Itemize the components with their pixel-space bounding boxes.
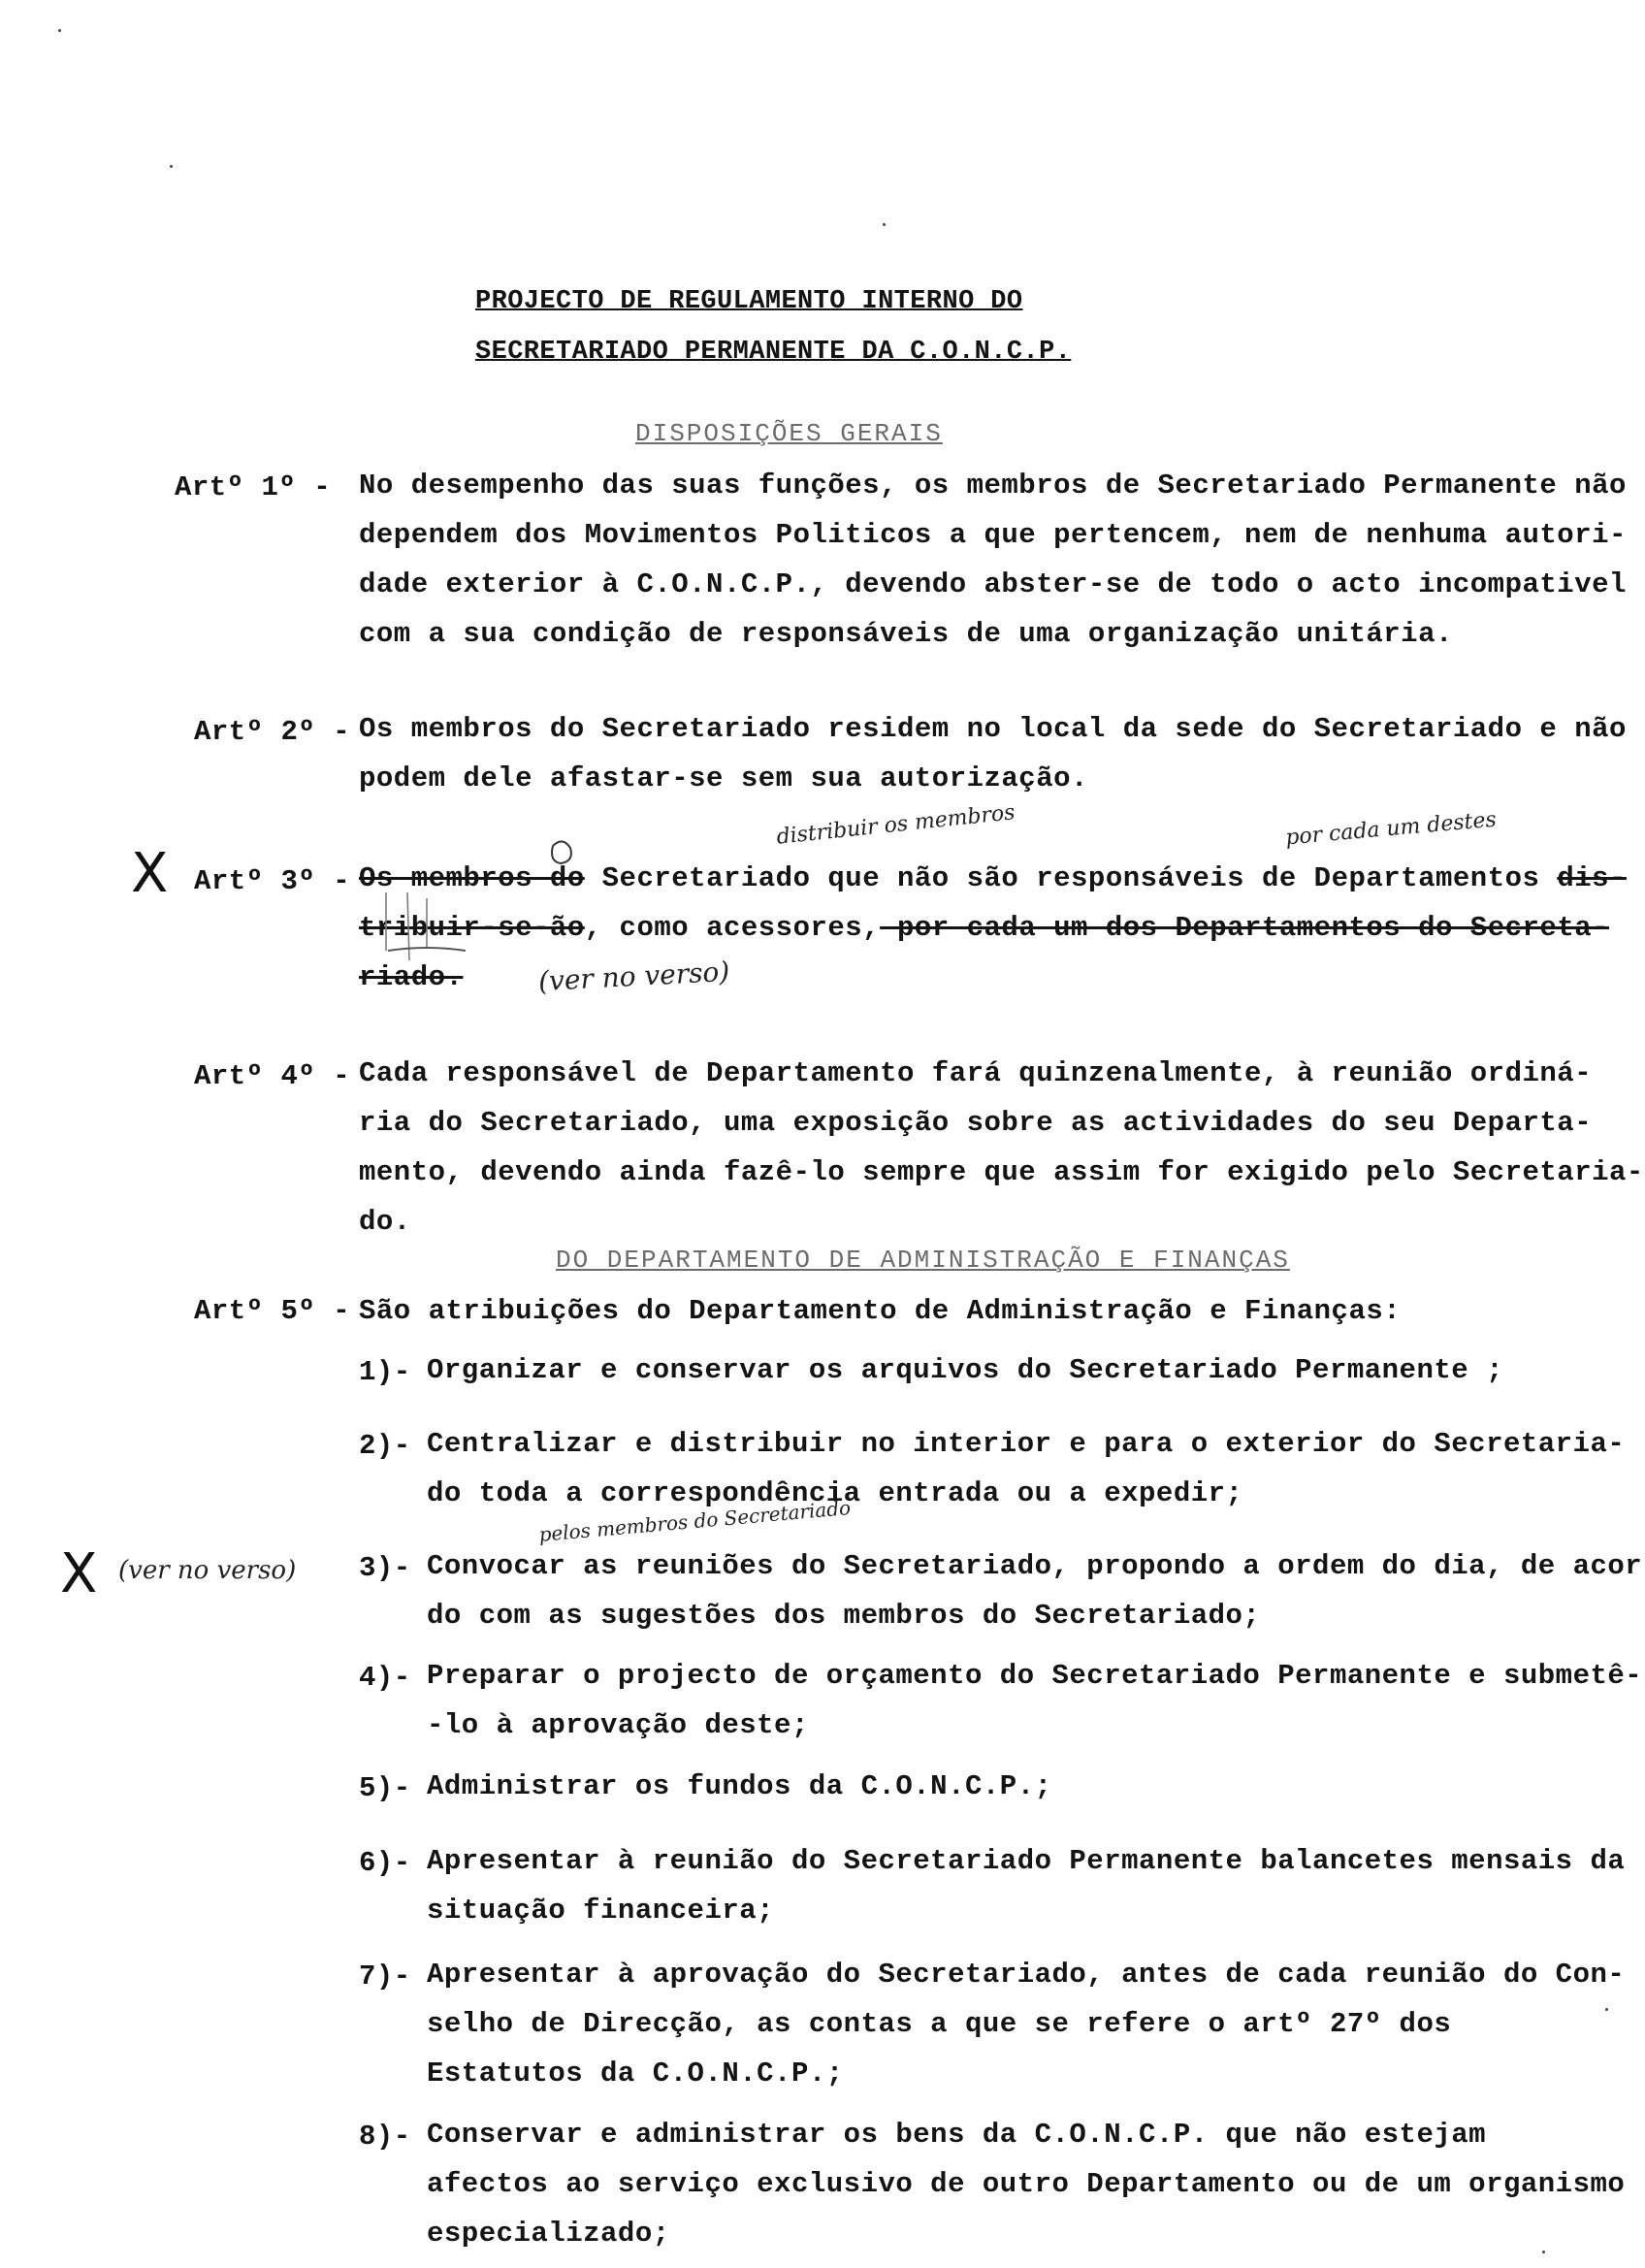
article-4-line: mento, devendo ainda fazê-lo sempre que assim for exigido pelo Secretaria- <box>359 1156 1644 1188</box>
article-2-label: Artº 2º - <box>194 716 351 748</box>
item-line: Preparar o projecto de orçamento do Secretariado Permanente e submetê- <box>427 1660 1643 1692</box>
struck-text: Os membros do <box>359 862 585 894</box>
article-1-line: dade exterior à C.O.N.C.P., devendo abster-se de todo o acto incompativel <box>359 568 1627 600</box>
scan-speck <box>58 29 61 32</box>
item-line: Administrar os fundos da C.O.N.C.P.; <box>427 1770 1052 1802</box>
article-3-label: Artº 3º - <box>194 865 351 897</box>
handwritten-insertion: pelos membros do Secretariado <box>537 1495 852 1547</box>
document-title-line-2: SECRETARIADO PERMANENTE DA C.O.N.C.P. <box>475 338 1072 367</box>
item-8-body <box>427 2110 1626 2258</box>
article-1-line: dependem dos Movimentos Politicos a que pertencem, nem de nenhuma autori- <box>359 519 1627 551</box>
article-1-body <box>359 461 1627 659</box>
item-7-body <box>427 1950 1626 2098</box>
item-line: Convocar as reuniões do Secretariado, propondo a ordem do dia, de acor <box>427 1550 1643 1582</box>
article-5-intro: São atribuições do Departamento de Administração e Finanças: <box>359 1295 1402 1327</box>
article-4-line: do. <box>359 1206 411 1238</box>
struck-text: tribuir-se-ão <box>359 912 585 944</box>
struck-text: por cada um dos Departamentos do Secreta- <box>880 912 1610 944</box>
struck-text: dis- <box>1557 862 1627 894</box>
item-2-body <box>427 1419 1626 1518</box>
item-3-body <box>427 1541 1643 1640</box>
item-line: selho de Direcção, as contas a que se refere o artº 27º dos <box>427 2008 1452 2040</box>
item-line: Centralizar e distribuir no interior e para o exterior do Secretaria- <box>427 1428 1626 1460</box>
item-2-number: 2)- <box>359 1430 411 1462</box>
handwritten-note: (ver no verso) <box>118 1556 297 1585</box>
article-5-label: Artº 5º - <box>194 1295 351 1327</box>
article-4-body <box>359 1049 1644 1247</box>
section-heading-finance: DO DEPARTAMENTO DE ADMINISTRAÇÃO E FINANÇAS <box>556 1246 1290 1275</box>
item-5-number: 5)- <box>359 1772 411 1804</box>
article-2-line: podem dele afastar-se sem sua autorização. <box>359 762 1088 794</box>
article-2-body <box>359 704 1627 803</box>
article-3-text: , como acessores, <box>584 912 881 944</box>
item-line: do com as sugestões dos membros do Secretariado; <box>427 1600 1261 1632</box>
article-2-line: Os membros do Secretariado residem no local da sede do Secretariado e não <box>359 713 1627 745</box>
item-7-number: 7)- <box>359 1960 411 1993</box>
handwritten-insertion: distribuir os membros <box>775 800 1016 850</box>
item-4-body <box>427 1651 1643 1750</box>
struck-text: riado. <box>359 961 464 993</box>
item-line: Estatutos da C.O.N.C.P.; <box>427 2057 844 2090</box>
handwritten-note: (ver no verso) <box>537 955 731 998</box>
item-line: Conservar e administrar os bens da C.O.N.C.P. que não estejam <box>427 2119 1487 2151</box>
scan-speck <box>1542 2251 1545 2253</box>
item-line: Organizar e conservar os arquivos do Secretariado Permanente ; <box>427 1354 1503 1386</box>
document-title-line-1: PROJECTO DE REGULAMENTO INTERNO DO <box>475 287 1023 316</box>
item-8-number: 8)- <box>359 2121 411 2153</box>
article-1-line: com a sua condição de responsáveis de uma organização unitária. <box>359 618 1453 650</box>
item-line: Apresentar à aprovação do Secretariado, antes de cada reunião do Con- <box>427 1959 1626 1991</box>
item-5-body <box>427 1762 1562 1811</box>
handwritten-scribble <box>369 834 601 999</box>
scan-speck <box>1605 2008 1608 2011</box>
item-line: especializado; <box>427 2218 670 2250</box>
article-3-text: Secretariado que não são responsáveis de Departamentos <box>584 862 1540 894</box>
item-4-number: 4)- <box>359 1662 411 1694</box>
scan-speck <box>170 165 173 168</box>
scan-speck <box>883 223 886 226</box>
article-4-line: Cada responsável de Departamento fará quinzenalmente, à reunião ordiná- <box>359 1057 1593 1089</box>
handwritten-insertion: por cada um destes <box>1284 807 1498 851</box>
item-line: afectos ao serviço exclusivo de outro Departamento ou de um organismo <box>427 2168 1626 2200</box>
item-line: -lo à aprovação deste; <box>427 1709 809 1741</box>
item-line: Apresentar à reunião do Secretariado Permanente balancetes mensais da <box>427 1845 1626 1877</box>
item-1-body <box>427 1345 1562 1395</box>
section-heading-general: DISPOSIÇÕES GERAIS <box>635 419 943 448</box>
item-1-number: 1)- <box>359 1356 411 1388</box>
article-1-line: No desempenho das suas funções, os membros de Secretariado Permanente não <box>359 470 1627 502</box>
margin-x-mark: X <box>60 1542 98 1605</box>
article-4-label: Artº 4º - <box>194 1060 351 1092</box>
item-3-number: 3)- <box>359 1552 411 1584</box>
item-line: situação financeira; <box>427 1895 775 1927</box>
item-line: do toda a correspondência entrada ou a expedir; <box>427 1477 1243 1509</box>
item-6-body <box>427 1836 1626 1935</box>
item-6-number: 6)- <box>359 1847 411 1879</box>
article-1-label: Artº 1º - <box>175 471 332 503</box>
article-4-line: ria do Secretariado, uma exposição sobre as actividades do seu Departa- <box>359 1107 1593 1139</box>
margin-x-mark: X <box>131 842 169 905</box>
